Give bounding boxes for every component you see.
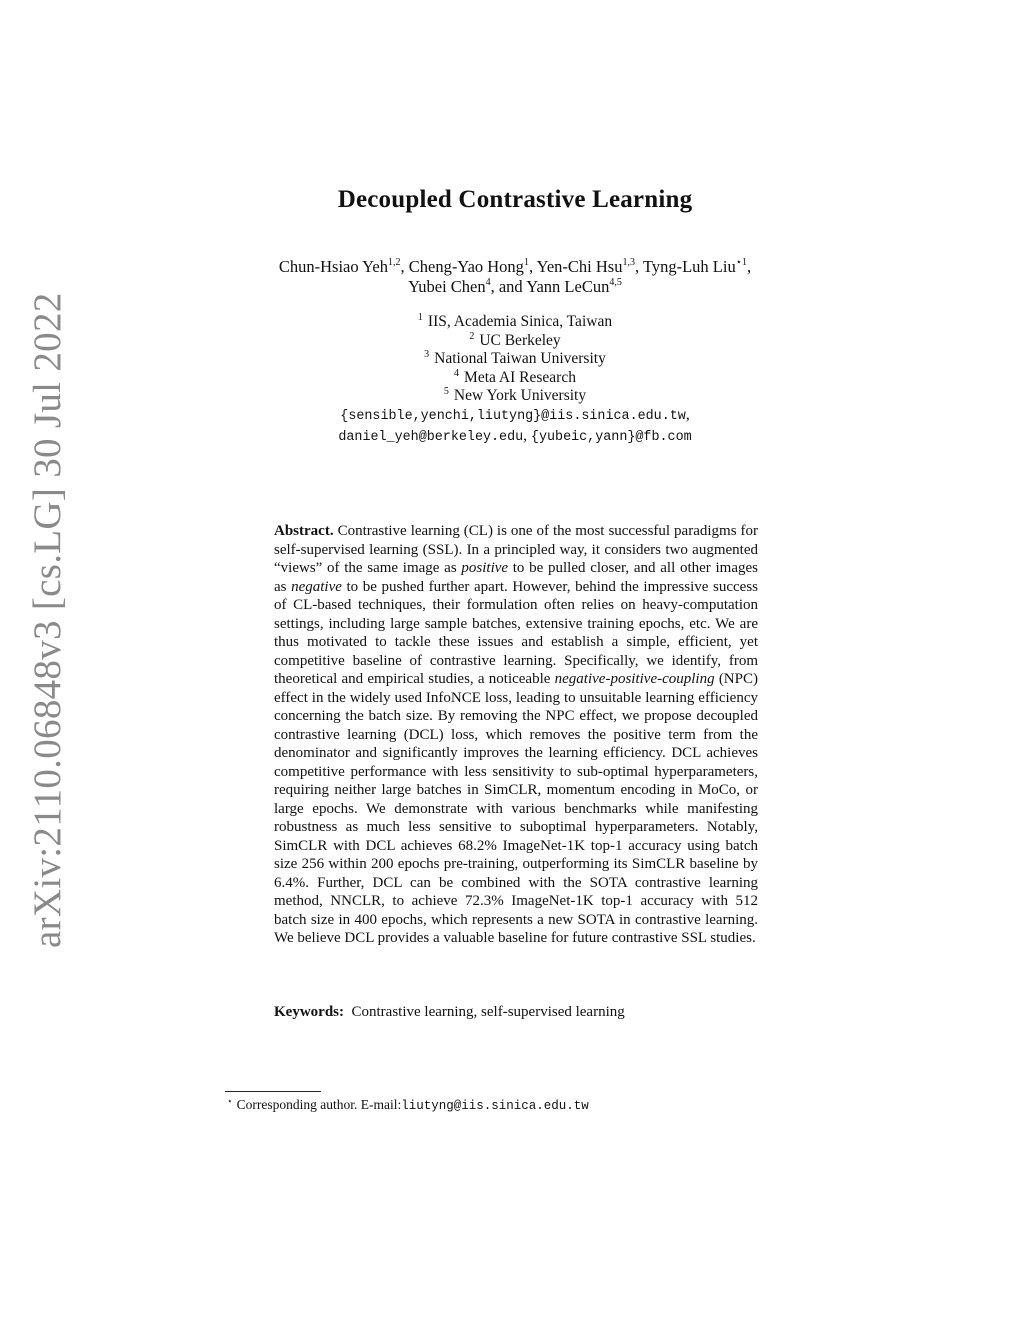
affiliation-line: [0, 350, 1024, 369]
abstract-label: Abstract.: [274, 523, 334, 539]
footnote-divider: [225, 1091, 321, 1092]
author-name: Tyng-Luh Liu: [642, 257, 736, 276]
email-separator: ,: [523, 426, 531, 444]
affiliation-text: New York University: [453, 387, 587, 405]
footnote-text: Corresponding author. E-mail:: [236, 1097, 402, 1112]
arxiv-identifier: arXiv:2110.06848v3 [cs.LG] 30 Jul 2022: [26, 292, 69, 948]
footnote: [227, 1096, 827, 1115]
affiliation-marker: 4: [454, 367, 460, 379]
author-name: Yann LeCun: [526, 277, 610, 296]
affiliation-text: UC Berkeley: [479, 331, 561, 349]
abstract-emphasis: negative-positive-coupling: [554, 671, 715, 687]
author-name: Chun-Hsiao Yeh: [278, 257, 388, 276]
author-separator: ,: [528, 257, 537, 276]
email-address: {yubeic,yann}@fb.com: [530, 429, 692, 445]
affiliation-text: National Taiwan University: [434, 350, 606, 368]
affiliation-list: [0, 313, 1024, 447]
email-address: daniel_yeh@berkeley.edu: [338, 429, 524, 445]
affiliation-marker: 1: [417, 312, 423, 323]
author-affiliation-marker: 1,3: [622, 257, 635, 268]
email-line-1: [0, 406, 1024, 427]
abstract-emphasis: negative: [291, 578, 342, 595]
affiliation-text: Meta AI Research: [464, 368, 576, 386]
abstract-text: Contrastive learning (CL) is one of the most successful paradigms for self-supervised learning (SSL). In a principled way, it considers two augmented “views” of the same image as: [274, 523, 758, 576]
abstract: [274, 522, 758, 948]
abstract-text: (NPC) effect in the widely used InfoNCE loss, leading to unsuitable learning efficiency concerning the batch size. By removing the NPC effect, we propose decoupled contrastive learning (DCL) loss, which removes the positive term from the denominator and significantly improves the learning efficiency. DCL achieves competitive performance with less sensitivity to sub-optimal hyperparameters, requiring neither large batches in SimCLR, momentum encoding in MoCo, or large epochs. We demonstrate with various benchmarks while manifesting robustness as much less sensitive to suboptimal hyperparameters. Notably, SimCLR with DCL achieves 68.2% ImageNet-1K top-1 accuracy using batch size 256 within 200 epochs pre-training, outperforming its SimCLR baseline by 6.4%. Further, DCL can be combined with the SOTA contrastive learning method, NNCLR, to achieve 72.3% ImageNet-1K top-1 accuracy with 512 batch size in 400 epochs, which represents a new SOTA in contrastive learning. We believe DCL provides a valuable baseline for future contrastive SSL studies.: [274, 671, 758, 946]
author-separator: ,: [634, 257, 643, 276]
author-list: [0, 257, 1024, 297]
author-separator: ,: [746, 257, 752, 276]
author-affiliation-marker: 4: [485, 277, 491, 288]
footnote-marker: ⋆: [227, 1096, 233, 1106]
author-affiliation-marker: ⋆1: [735, 257, 747, 268]
author-affiliation-marker: 4,5: [609, 277, 622, 288]
author-line-1: [0, 257, 1024, 277]
author-separator: , and: [490, 277, 527, 296]
abstract-text: to be pulled closer, and all other images as: [274, 560, 758, 595]
affiliation-marker: 2: [469, 330, 475, 342]
affiliation-line: [0, 332, 1024, 351]
keywords-text: Contrastive learning, self-supervised learning: [351, 1004, 625, 1020]
affiliation-text: IIS, Academia Sinica, Taiwan: [427, 313, 613, 330]
keywords: [274, 1003, 758, 1022]
email-separator: ,: [685, 405, 690, 423]
affiliation-line: [0, 313, 1024, 332]
affiliation-marker: 3: [424, 349, 430, 361]
author-separator: ,: [400, 257, 409, 276]
author-affiliation-marker: 1: [523, 257, 529, 268]
footnote-email: liutyng@iis.sinica.edu.tw: [401, 1099, 589, 1113]
paper-title: Decoupled Contrastive Learning: [337, 186, 693, 213]
abstract-emphasis: positive: [461, 560, 509, 576]
email-line-2: [0, 427, 1024, 448]
author-line-2: [0, 277, 1024, 297]
abstract-text: to be pushed further apart. However, behind the impressive success of CL-based techniques, their formulation often relies on heavy-computation settings, including large sample batches, extensive training epochs, etc. We are thus motivated to tackle these issues and establish a simple, efficient, yet competitive baseline of contrastive learning. Specifically, we identify, from theoretical and empirical studies, a noticeable: [274, 578, 758, 687]
keywords-label: Keywords:: [274, 1004, 344, 1020]
author-affiliation-marker: 1,2: [387, 257, 401, 268]
affiliation-marker: 5: [443, 386, 449, 398]
email-address: {sensible,yenchi,liutyng}@iis.sinica.edu.tw: [340, 408, 686, 424]
affiliation-line: [0, 369, 1024, 388]
author-name: Yen-Chi Hsu: [536, 257, 623, 276]
author-name: Cheng-Yao Hong: [408, 257, 524, 276]
author-name: Yubei Chen: [408, 277, 486, 296]
affiliation-line: [0, 387, 1024, 406]
